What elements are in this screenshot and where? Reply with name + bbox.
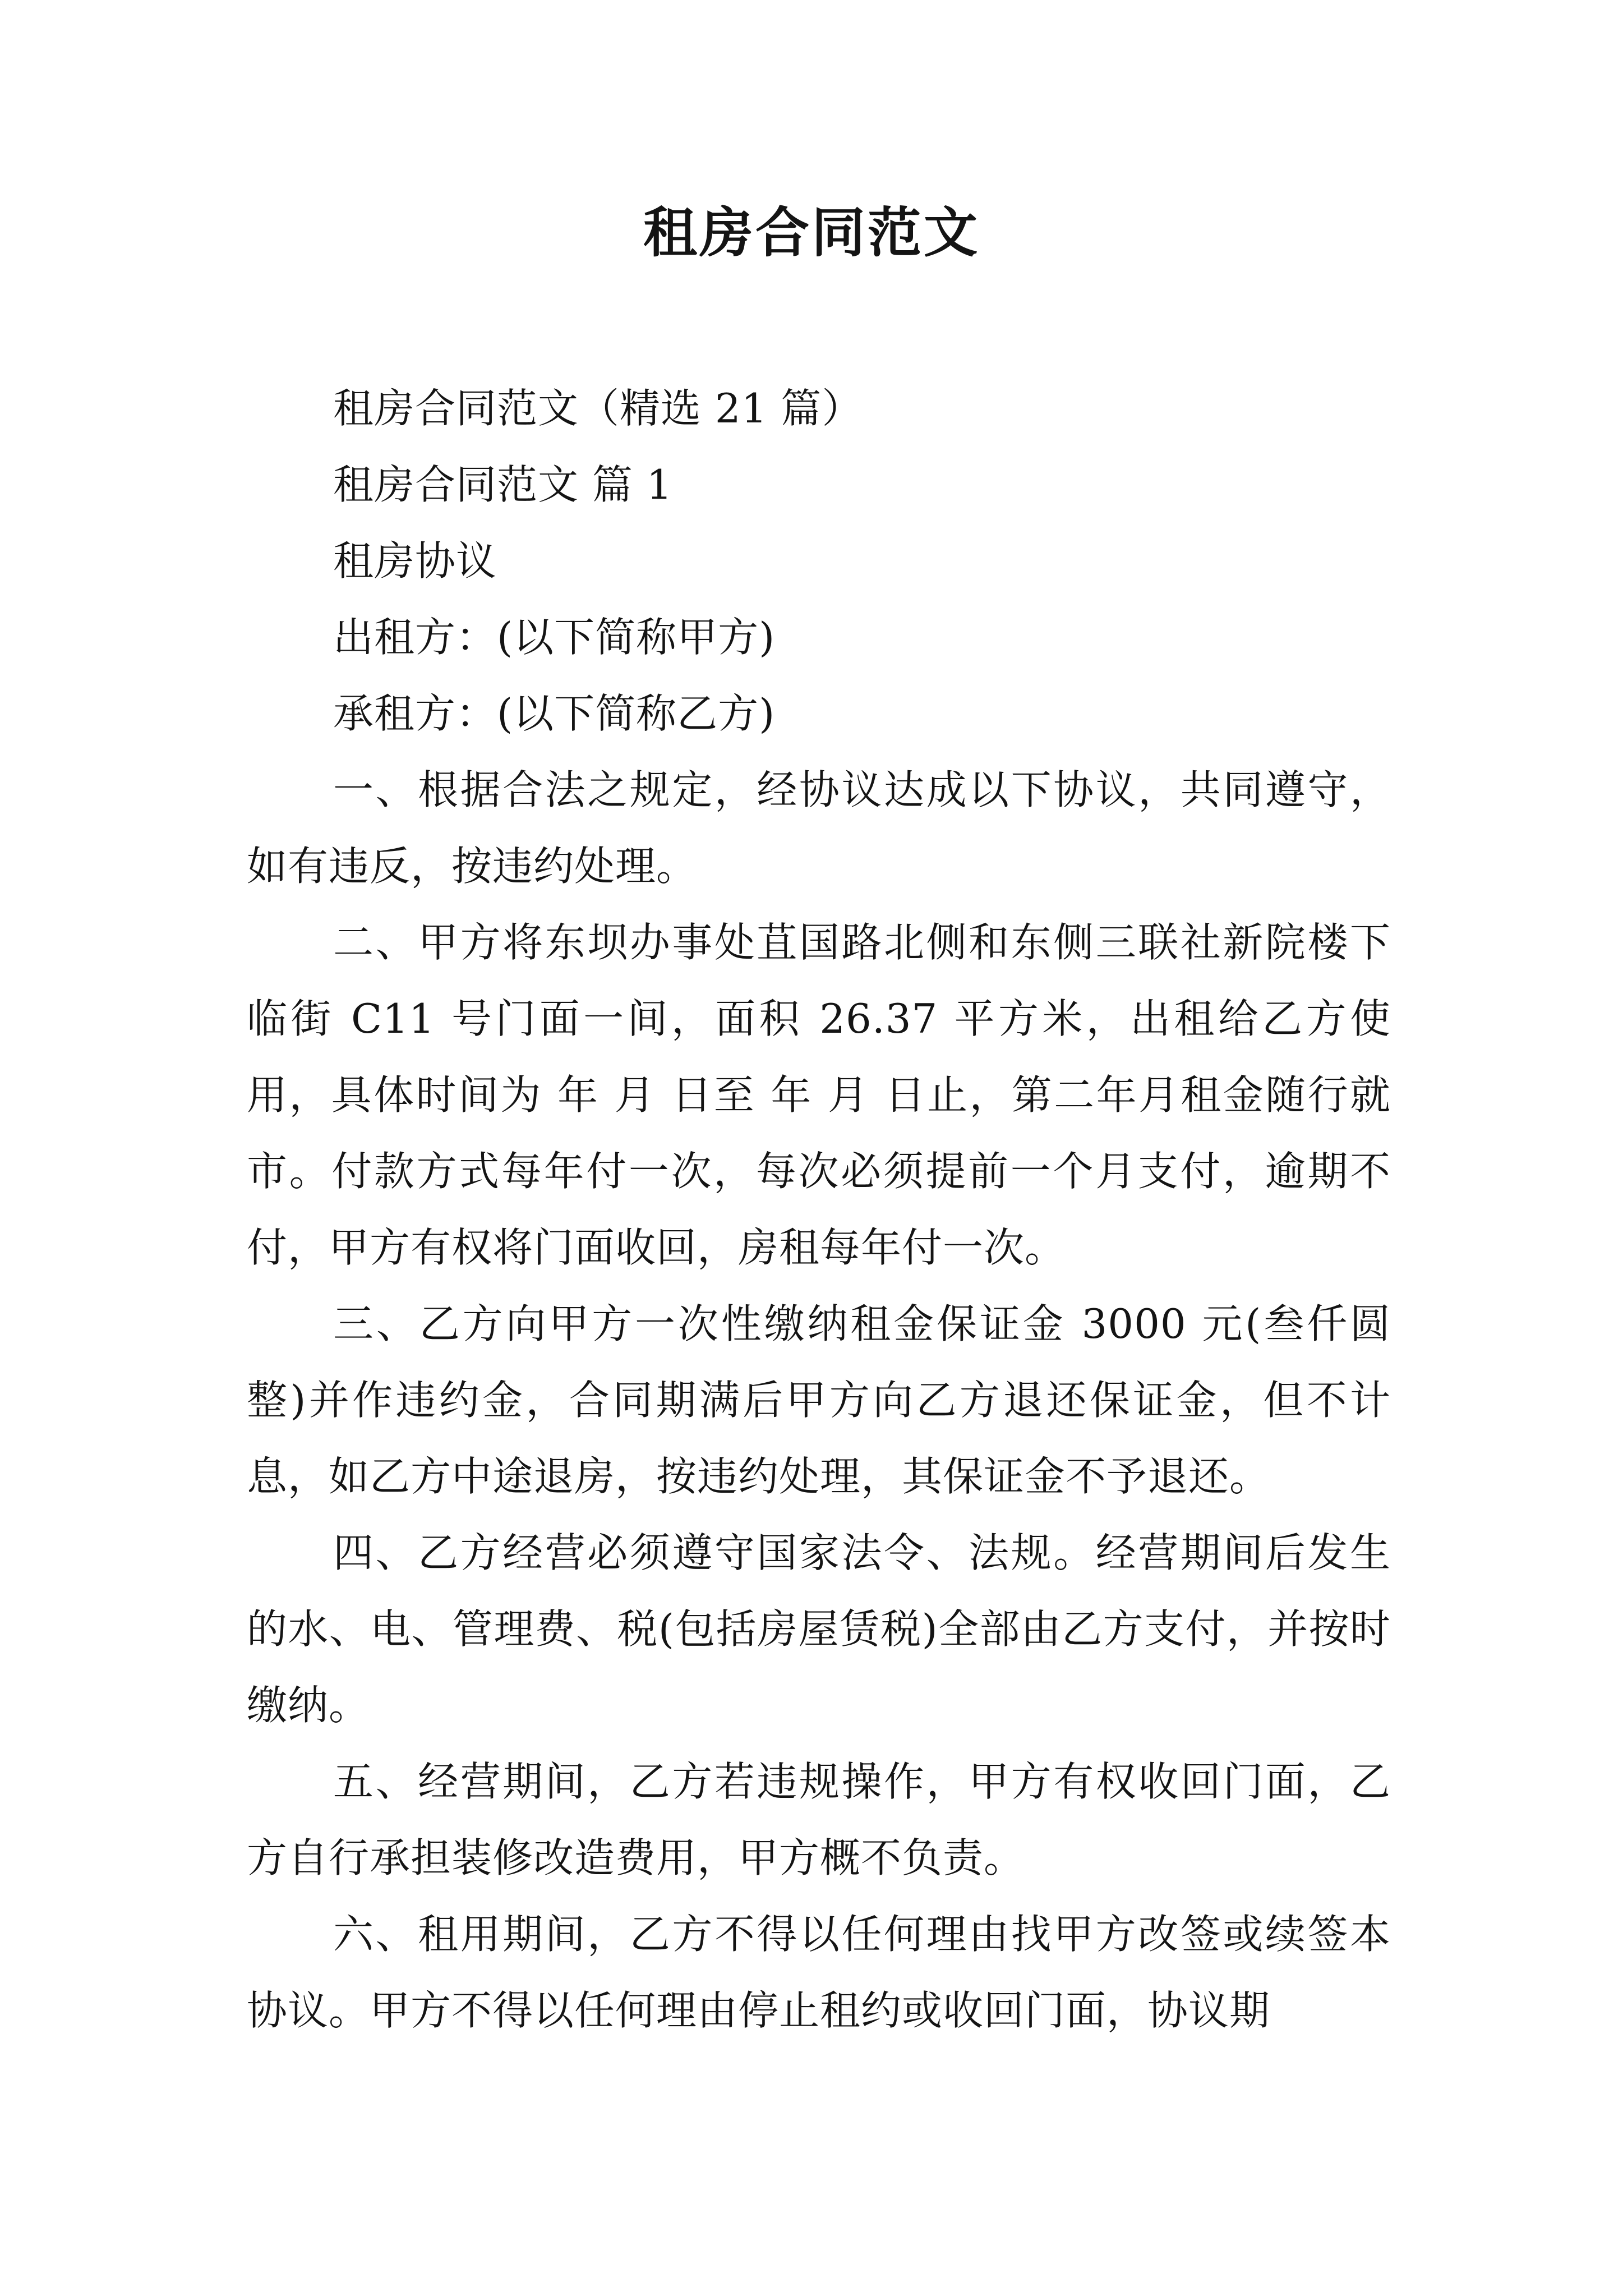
clause-5: 五、经营期间，乙方若违规操作，甲方有权收回门面，乙方自行承担装修改造费用，甲方概不负责。 — [247, 1758, 1391, 1881]
paragraph-section-heading: 租房合同范文 篇 1 — [333, 461, 673, 508]
paragraph-subtitle: 租房合同范文（精选 21 篇） — [333, 385, 863, 432]
clause-2: 二、甲方将东坝办事处苴国路北侧和东侧三联社新院楼下临街 C11 号门面一间，面积 26.37 平方米，出租给乙方使用，具体时间为 年 月 日至 年 月 日止，第二年月租金随行就市。付款方式每年付一次，每次必须提前一个月支付，逾期不付，甲方有权将门面收回，房租每年付一次。 — [247, 919, 1391, 1271]
paragraph-agreement-title: 租房协议 — [333, 537, 497, 585]
clause-4: 四、乙方经营必须遵守国家法令、法规。经营期间后发生的水、电、管理费、税(包括房屋赁税)全部由乙方支付，并按时缴纳。 — [247, 1529, 1391, 1729]
paragraph-lessee: 承租方：(以下简称乙方) — [333, 690, 776, 737]
paragraph-lessor: 出租方：(以下简称甲方) — [333, 614, 776, 661]
clause-6: 六、租用期间，乙方不得以任何理由找甲方改签或续签本协议。甲方不得以任何理由停止租约或收回门面，协议期 — [247, 1911, 1391, 2034]
document-title: 租房合同范文 — [643, 201, 980, 264]
document-body — [247, 370, 1391, 2049]
clause-3: 三、乙方向甲方一次性缴纳租金保证金 3000 元(叁仟圆整)并作违约金，合同期满后甲方向乙方退还保证金，但不计息，如乙方中途退房，按违约处理，其保证金不予退还。 — [247, 1300, 1391, 1500]
clause-1: 一、根据合法之规定，经协议达成以下协议，共同遵守，如有违反，按违约处理。 — [247, 766, 1391, 890]
